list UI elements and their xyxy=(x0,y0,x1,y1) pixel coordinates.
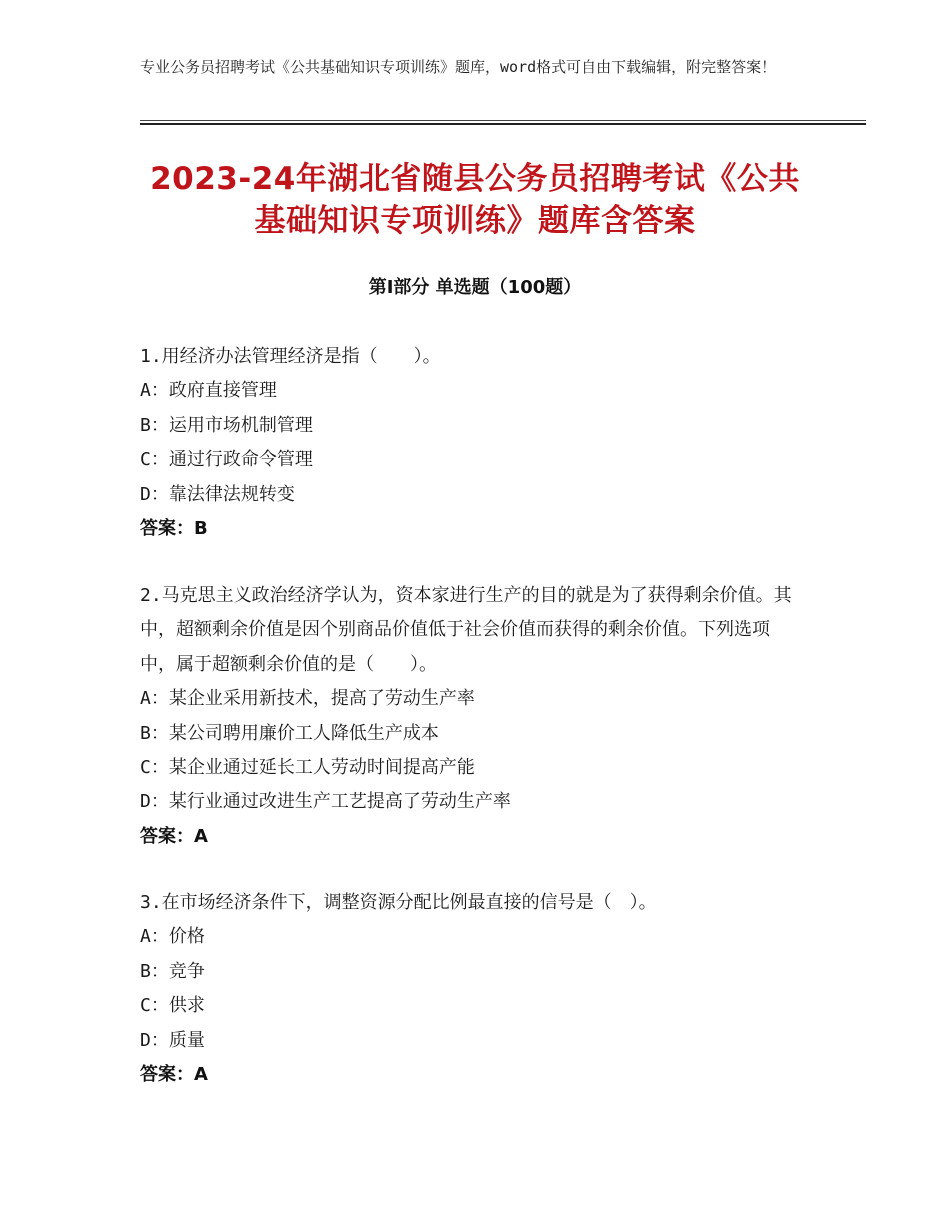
option-b: B：运用市场机制管理 xyxy=(140,414,313,436)
answer-label: 答案： xyxy=(140,518,194,540)
answer-value: A xyxy=(194,1064,208,1086)
option-b: B：某公司聘用廉价工人降低生产成本 xyxy=(140,722,439,744)
option-a: A：某企业采用新技术，提高了劳动生产率 xyxy=(140,688,475,710)
header-note: 专业公务员招聘考试《公共基础知识专项训练》题库，word格式可自由下载编辑，附完整答案！ xyxy=(140,58,777,76)
question-stem: 2.马克思主义政治经济学认为，资本家进行生产的目的就是为了获得剩余价值。其中，超额剩余价值是因个别商品价值低于社会价值而获得的剩余价值。下列选项中，属于超额剩余价值的是（ ）。 xyxy=(140,585,792,675)
answer-line xyxy=(140,820,800,854)
answer-line xyxy=(140,1058,800,1092)
option-d: D：质量 xyxy=(140,1029,205,1051)
option-d: D：靠法律法规转变 xyxy=(140,483,295,505)
option-a: A：价格 xyxy=(140,926,205,948)
option-b: B：竞争 xyxy=(140,960,205,982)
question-3 xyxy=(140,886,800,1092)
document-title: 2023-24年湖北省随县公务员招聘考试《公共基础知识专项训练》题库含答案 xyxy=(150,161,800,239)
option-c: C：通过行政命令管理 xyxy=(140,449,313,471)
answer-value: A xyxy=(194,825,208,847)
answer-value: B xyxy=(194,518,208,540)
header-divider xyxy=(140,120,866,125)
section-heading: 第Ⅰ部分 单选题（100题） xyxy=(368,277,582,298)
answer-label: 答案： xyxy=(140,1064,194,1086)
option-d: D：某行业通过改进生产工艺提高了劳动生产率 xyxy=(140,791,511,813)
question-2 xyxy=(140,579,800,854)
question-stem: 3.在市场经济条件下，调整资源分配比例最直接的信号是（ ）。 xyxy=(140,892,657,913)
option-c: C：供求 xyxy=(140,995,205,1017)
answer-label: 答案： xyxy=(140,825,194,847)
option-a: A：政府直接管理 xyxy=(140,380,277,402)
answer-line xyxy=(140,512,800,546)
option-c: C：某企业通过延长工人劳动时间提高产能 xyxy=(140,757,475,779)
question-stem: 1.用经济办法管理经济是指（ ）。 xyxy=(140,346,441,367)
question-1 xyxy=(140,340,800,546)
